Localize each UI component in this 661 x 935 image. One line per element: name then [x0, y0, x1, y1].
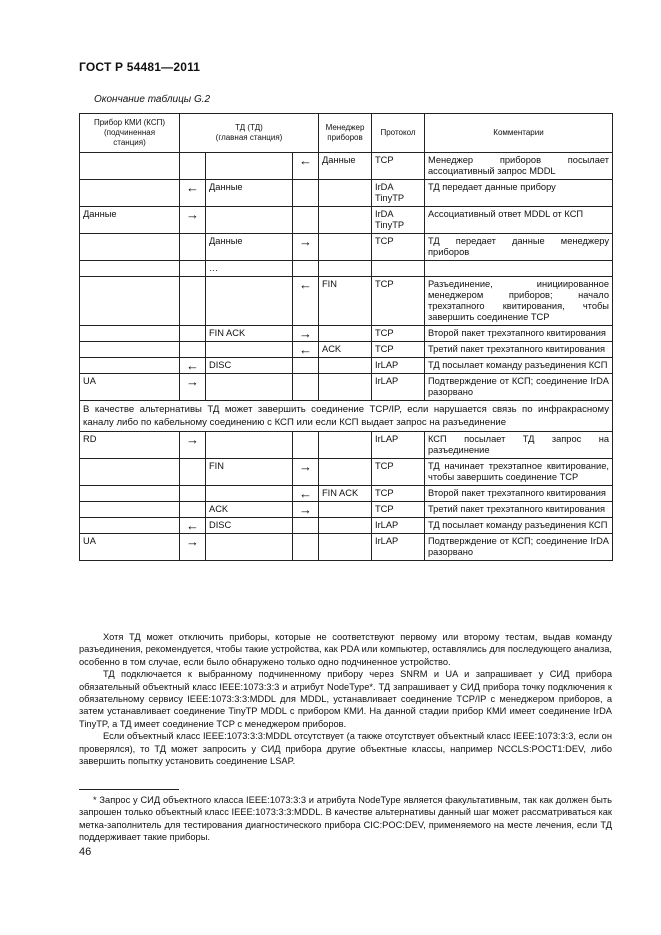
cell-comment: ТД передает данные менеджеру приборов	[425, 234, 613, 261]
cell-manager	[319, 326, 372, 342]
cell-arrow-left	[180, 277, 206, 326]
cell-arrow-left: ←	[180, 358, 206, 374]
cell-protocol: IrDA TinyTP	[372, 180, 425, 207]
table-row	[80, 207, 613, 234]
cell-arrow-right	[293, 207, 319, 234]
footnote: * Запрос у СИД объектного класса IEEE:1073:3:3 и атрибута NodeType является факультативным, так как должен быть запрошен только объектный класс IEEE:1073:3:3:MDDL. В качестве альтернативы данный шаг может рассматриваться как метка-заполнитель для тестирования диагностического прибора CIC:POC:DEV, применяемого на месте лечения, если ТД поддерживает такие приборы.	[79, 795, 612, 843]
cell-arrow-right: →	[293, 326, 319, 342]
table-row	[80, 534, 613, 561]
table-row	[80, 502, 613, 518]
paragraph: ТД подключается к выбранному подчиненному прибору через SNRM и UA и запрашивает у СИД прибора обязательный объектный класс IEEE:1073:3:3 и атрибут NodeType*. ТД запрашивает у СИД прибора точку подключения к обязательному сервису IEEE:1073:3:3:MDDL для MDDL, устанавливает соединение TCP/IP с менеджером приборов, а затем устанавливает соединение TinyTP MDDL с прибором КМИ. На данной стадии прибор КМИ имеет соединение IrDA TinyTP, а ТД имеет соединение TCP с менеджером приборов.	[79, 669, 612, 729]
cell-manager	[319, 459, 372, 486]
cell-comment: ТД посылает команду разъединения КСП	[425, 518, 613, 534]
cell-arrow-right	[293, 518, 319, 534]
cell-manager: Данные	[319, 153, 372, 180]
table-row	[80, 153, 613, 180]
table-row	[80, 180, 613, 207]
column-header-protocol: Протокол	[372, 114, 425, 153]
cell-master	[206, 277, 293, 326]
cell-arrow-right	[293, 374, 319, 401]
cell-arrow-left: →	[180, 374, 206, 401]
cell-slave	[80, 180, 180, 207]
cell-arrow-right	[293, 358, 319, 374]
cell-comment: КСП посылает ТД запрос на разъединение	[425, 432, 613, 459]
cell-master	[206, 374, 293, 401]
table-row	[80, 459, 613, 486]
cell-protocol: TCP	[372, 326, 425, 342]
column-header-comments: Комментарии	[425, 114, 613, 153]
table-header-row	[80, 114, 613, 153]
cell-comment: Третий пакет трехэтапного квитирования	[425, 502, 613, 518]
column-header-manager: Менеджер приборов	[319, 114, 372, 153]
cell-arrow-left: ←	[180, 180, 206, 207]
cell-manager	[319, 432, 372, 459]
cell-manager	[319, 502, 372, 518]
cell-master: …	[206, 261, 293, 277]
cell-arrow-right	[293, 534, 319, 561]
table-row	[80, 326, 613, 342]
table-row	[80, 277, 613, 326]
cell-comment: Менеджер приборов посылает ассоциативный запрос MDDL	[425, 153, 613, 180]
cell-master: FIN ACK	[206, 326, 293, 342]
table-caption: Окончание таблицы G.2	[94, 94, 211, 105]
table-row	[80, 518, 613, 534]
table-row	[80, 432, 613, 459]
cell-protocol: TCP	[372, 502, 425, 518]
cell-arrow-left	[180, 502, 206, 518]
protocol-table	[79, 113, 613, 561]
cell-master	[206, 534, 293, 561]
cell-arrow-right: →	[293, 234, 319, 261]
cell-arrow-right: ←	[293, 277, 319, 326]
cell-arrow-left	[180, 261, 206, 277]
cell-protocol: TCP	[372, 277, 425, 326]
table-row	[80, 261, 613, 277]
cell-arrow-left: →	[180, 207, 206, 234]
cell-master: Данные	[206, 180, 293, 207]
cell-comment: Ассоциативный ответ MDDL от КСП	[425, 207, 613, 234]
cell-protocol: TCP	[372, 486, 425, 502]
table-note-row	[80, 401, 613, 432]
cell-slave: RD	[80, 432, 180, 459]
cell-protocol: TCP	[372, 342, 425, 358]
cell-manager	[319, 234, 372, 261]
table-row	[80, 374, 613, 401]
cell-manager	[319, 534, 372, 561]
cell-manager: FIN	[319, 277, 372, 326]
cell-master: DISC	[206, 518, 293, 534]
cell-arrow-right	[293, 432, 319, 459]
cell-slave	[80, 342, 180, 358]
cell-comment: Второй пакет трехэтапного квитирования	[425, 326, 613, 342]
cell-comment: Разъединение, инициированное менеджером приборов; начало трехэтапного квитирования, чтобы завершить соединение TCP	[425, 277, 613, 326]
cell-slave	[80, 153, 180, 180]
cell-arrow-left	[180, 326, 206, 342]
cell-manager: FIN ACK	[319, 486, 372, 502]
cell-arrow-right: →	[293, 502, 319, 518]
cell-slave	[80, 277, 180, 326]
cell-manager	[319, 358, 372, 374]
cell-comment: ТД передает данные прибору	[425, 180, 613, 207]
page-number: 46	[79, 846, 92, 858]
cell-manager	[319, 374, 372, 401]
paragraph: Хотя ТД может отключить приборы, которые не соответствуют первому или второму тестам, выдав команду разъединения, рекомендуется, чтобы такие устройства, как PDA или компьютер, оставлялись для последующего анализа, особенно в том случае, если было обнаружено только одно подчиненное устройство.	[79, 632, 612, 667]
cell-master	[206, 207, 293, 234]
table-row	[80, 486, 613, 502]
cell-master	[206, 153, 293, 180]
cell-master	[206, 342, 293, 358]
cell-protocol: TCP	[372, 234, 425, 261]
cell-arrow-left: →	[180, 534, 206, 561]
body-text	[79, 631, 612, 767]
cell-protocol: IrLAP	[372, 358, 425, 374]
cell-arrow-right: ←	[293, 486, 319, 502]
cell-manager	[319, 207, 372, 234]
cell-comment	[425, 261, 613, 277]
cell-arrow-left	[180, 342, 206, 358]
cell-protocol: IrLAP	[372, 518, 425, 534]
cell-slave	[80, 518, 180, 534]
cell-master	[206, 432, 293, 459]
cell-arrow-left	[180, 234, 206, 261]
cell-slave	[80, 459, 180, 486]
cell-comment: ТД начинает трехэтапное квитирование, чтобы завершить соединение TCP	[425, 459, 613, 486]
cell-protocol: IrLAP	[372, 534, 425, 561]
footnote-divider	[79, 789, 179, 790]
cell-slave	[80, 358, 180, 374]
cell-master: Данные	[206, 234, 293, 261]
cell-arrow-left: →	[180, 432, 206, 459]
cell-manager: ACK	[319, 342, 372, 358]
cell-comment: Третий пакет трехэтапного квитирования	[425, 342, 613, 358]
cell-arrow-right: →	[293, 459, 319, 486]
cell-slave	[80, 261, 180, 277]
column-header-slave: Прибор КМИ (КСП) (подчиненная станция)	[80, 114, 180, 153]
cell-master	[206, 486, 293, 502]
cell-manager	[319, 180, 372, 207]
cell-comment: Подтверждение от КСП; соединение IrDA разорвано	[425, 374, 613, 401]
cell-arrow-right	[293, 180, 319, 207]
cell-arrow-right: ←	[293, 153, 319, 180]
cell-protocol	[372, 261, 425, 277]
table-row	[80, 342, 613, 358]
cell-slave: UA	[80, 534, 180, 561]
paragraph: Если объектный класс IEEE:1073:3:3:MDDL отсутствует (а также отсутствует объектный класс IEEE:1073:3:3, если он проверялся), то ТД может запросить у СИД прибора другие объектные классы, например NCCLS:POCT1:DEV, либо завершить попытку установить соединение LSAP.	[79, 731, 612, 767]
table-row	[80, 234, 613, 261]
cell-manager	[319, 518, 372, 534]
cell-arrow-left	[180, 459, 206, 486]
cell-comment: Второй пакет трехэтапного квитирования	[425, 486, 613, 502]
cell-protocol: IrLAP	[372, 374, 425, 401]
cell-protocol: IrLAP	[372, 432, 425, 459]
cell-slave: UA	[80, 374, 180, 401]
cell-slave	[80, 502, 180, 518]
cell-arrow-right	[293, 261, 319, 277]
cell-protocol: TCP	[372, 153, 425, 180]
table-note: В качестве альтернативы ТД может завершить соединение TCP/IP, если нарушается связь по инфракрасному каналу либо по кабельному соединению с КСП или если КСП выдает запрос на разъединение	[80, 401, 613, 432]
cell-slave	[80, 486, 180, 502]
column-header-master: ТД (ТД) (главная станция)	[180, 114, 319, 153]
cell-manager	[319, 261, 372, 277]
cell-arrow-right: ←	[293, 342, 319, 358]
cell-slave	[80, 234, 180, 261]
cell-master: DISC	[206, 358, 293, 374]
cell-arrow-left	[180, 153, 206, 180]
document-header: ГОСТ Р 54481—2011	[79, 60, 201, 74]
cell-arrow-left: ←	[180, 518, 206, 534]
cell-comment: Подтверждение от КСП; соединение IrDA разорвано	[425, 534, 613, 561]
cell-master: FIN	[206, 459, 293, 486]
cell-protocol: IrDA TinyTP	[372, 207, 425, 234]
cell-master: ACK	[206, 502, 293, 518]
cell-protocol: TCP	[372, 459, 425, 486]
cell-slave	[80, 326, 180, 342]
cell-slave: Данные	[80, 207, 180, 234]
cell-comment: ТД посылает команду разъединения КСП	[425, 358, 613, 374]
cell-arrow-left	[180, 486, 206, 502]
table-row	[80, 358, 613, 374]
